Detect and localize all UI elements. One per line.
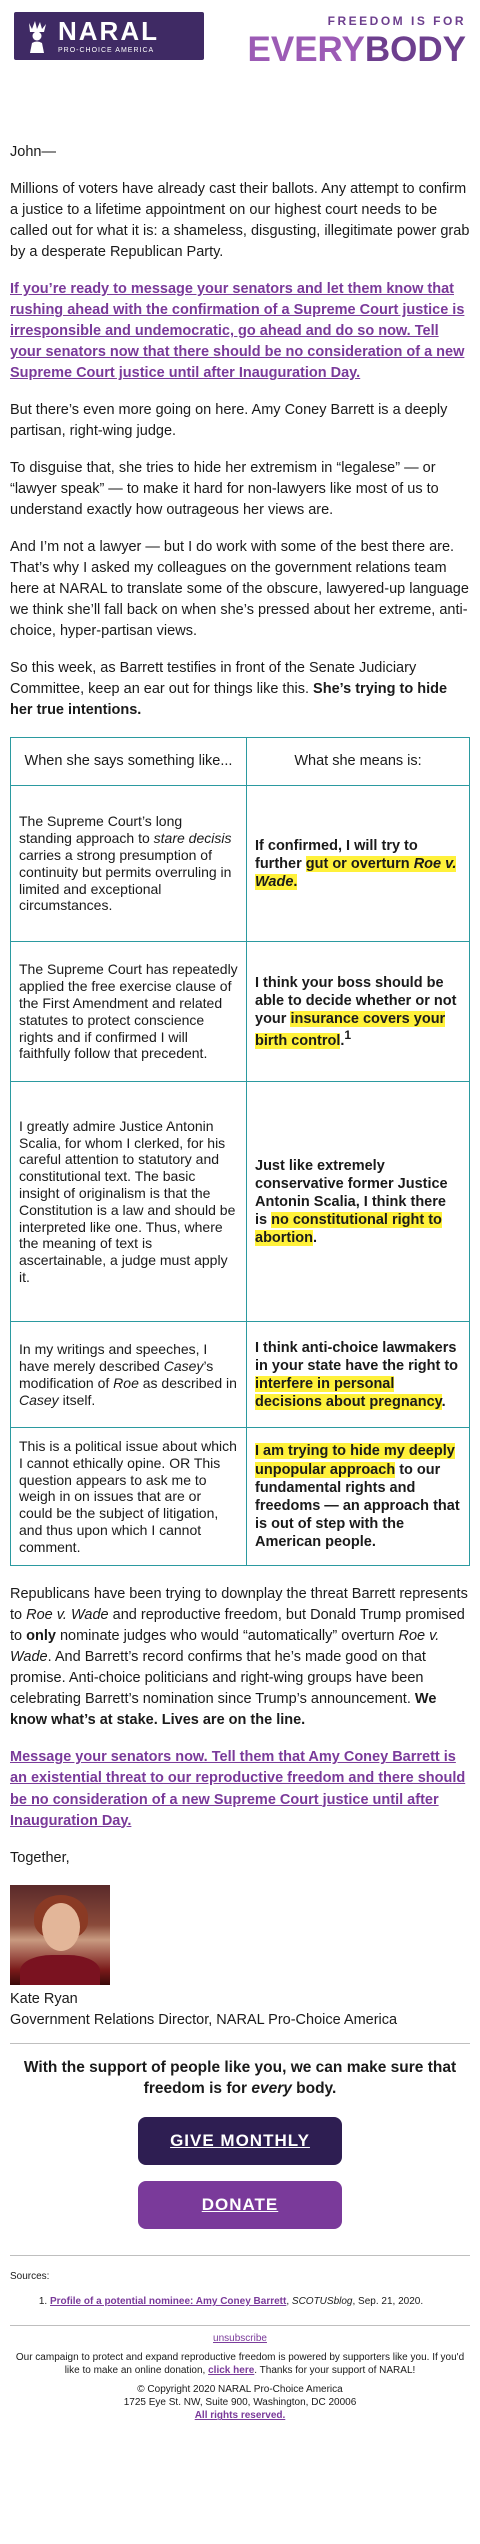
divider: [10, 2255, 470, 2256]
signer-title: Government Relations Director, NARAL Pro-Choice America: [10, 2011, 398, 2028]
email-footer: [0, 2332, 480, 2436]
means-highlight: no constitutional right to abortion: [255, 1211, 442, 1247]
says-text: In my writings and speeches, I have merely described: [19, 1341, 208, 1375]
divider: [10, 2325, 470, 2326]
footer-donation-line: [10, 2351, 470, 2377]
support-text: With the support of people like you, we can make sure that freedom is for: [23, 2058, 457, 2097]
sources-label: Sources:: [10, 2271, 50, 2283]
naral-logo[interactable]: [14, 12, 204, 60]
source-date: , Sep. 21, 2020.: [352, 2295, 424, 2307]
p6-text: . And Barrett’s record confirms that he’s made good on that promise. Anti-choice politicians and right-wing groups have been celebrating Barrett’s nomination since Trump’s announcement.: [10, 1649, 426, 1708]
support-text: body.: [291, 2079, 337, 2097]
p6-bold: only: [26, 1628, 56, 1645]
paragraph-5-text: So this week, as Barrett testifies in front of the Senate Judiciary Committee, keep an ear out for things like this.: [10, 660, 417, 698]
p6-text: nominate judges who would “automatically” overturn: [55, 1628, 399, 1645]
source-sep: ,: [286, 2295, 292, 2307]
means-highlight: I am trying to hide my deeply unpopular approach: [255, 1443, 455, 1478]
photo-face: [42, 1903, 80, 1951]
source-link[interactable]: Profile of a potential nominee: Amy Coney Barrett: [50, 2295, 287, 2307]
means-highlight-text: .: [293, 873, 298, 890]
p6-text: Republicans have been trying to downplay the threat Barrett represents to: [10, 1586, 468, 1624]
says-italic: Casey: [19, 1391, 59, 1408]
says-italic: Roe: [113, 1374, 139, 1391]
table-row: [11, 786, 470, 942]
paragraph-1: Millions of voters have already cast their ballots. Any attempt to confirm a justice to a lifetime appointment on our highest court needs to be called out for what it is: a shameless, disgusting, illegitimate power grab by a desperate Republican Party.: [10, 181, 470, 261]
message-senators-link-1[interactable]: If you’re ready to message your senators and let them know that rushing ahead with the confirmation of a Supreme Court justice is irresponsible and undemocratic, go ahead and do so now. Tell your senators now that there should be no consideration of a new Supreme Court justice until after Inauguration Day.: [10, 281, 465, 382]
says-text: itself.: [58, 1391, 96, 1408]
signer-name: Kate Ryan: [10, 1990, 78, 2007]
says-text: The Supreme Court’s long standing approach to: [19, 813, 183, 847]
sources-list: [10, 2295, 470, 2310]
says-cell: The Supreme Court has repeatedly applied the free exercise clause of the First Amendment and related statutes to protect conscience rights and if confirmed I will faithfully follow that precedent.: [11, 942, 247, 1082]
table-row: [11, 1428, 470, 1566]
tagline-every: EVERY: [247, 30, 365, 69]
photo-shirt: [20, 1955, 100, 1985]
support-italic: every: [251, 2079, 292, 2097]
table-header-row: [11, 738, 470, 786]
column-header-means: What she means is:: [247, 738, 470, 786]
means-text: .: [313, 1230, 318, 1247]
sources: [10, 2270, 470, 2309]
p6-strong: We know what’s at stake. Lives are on the line.: [10, 1691, 437, 1729]
support-message: [10, 2058, 470, 2100]
source-item: [50, 2295, 470, 2310]
donate-button[interactable]: DONATE: [138, 2181, 342, 2229]
means-text: .: [340, 1032, 345, 1049]
source-publication: SCOTUSblog: [291, 2295, 353, 2307]
cta-paragraph-1: [10, 279, 470, 384]
translation-table: [10, 737, 470, 1566]
paragraph-4: And I’m not a lawyer — but I do work with some of the best there are. That’s why I asked my colleagues on the government relations team here at NARAL to translate some of the obscure, lawyered-up language we think she’ll fall back on when she’s pressed about her extreme, anti-choice, hyper-partisan views.: [10, 539, 469, 640]
means-highlight-text: gut or overturn: [305, 855, 414, 872]
says-cell: [11, 786, 247, 942]
footer-address: 1725 Eye St. NW, Suite 900, Washington, DC 20006: [123, 2397, 357, 2409]
give-monthly-button[interactable]: GIVE MONTHLY: [138, 2117, 342, 2165]
means-text: I think anti-choice lawmakers in your state have the right to: [255, 1339, 459, 1374]
footer-text: . Thanks for your support of NARAL!: [254, 2365, 416, 2377]
means-cell: [247, 1322, 470, 1428]
greeting: John—: [10, 144, 56, 160]
tagline-top: FREEDOM IS FOR: [327, 14, 466, 28]
says-cell: [11, 1322, 247, 1428]
means-cell: [247, 942, 470, 1082]
column-header-says: When she says something like...: [11, 738, 247, 786]
tagline-big: [248, 32, 466, 67]
paragraph-6: [10, 1584, 470, 1731]
says-italic: stare decisis: [153, 830, 232, 847]
means-text: to our fundamental rights and freedoms — an approach that is out of step with the American people.: [255, 1461, 460, 1551]
click-here-link[interactable]: click here: [208, 2365, 255, 2377]
cta-paragraph-2: [10, 1747, 470, 1831]
statue-of-liberty-icon: [22, 19, 52, 53]
footnote-marker[interactable]: 1: [344, 1028, 352, 1043]
table-row: [11, 942, 470, 1082]
signer-photo: [10, 1885, 110, 1985]
says-text: ’s modification of: [19, 1358, 214, 1391]
footer-copyright: © Copyright 2020 NARAL Pro-Choice America: [137, 2384, 343, 2396]
logo-name: NARAL: [58, 16, 159, 46]
logo-text: [58, 18, 159, 54]
table-row: [11, 1322, 470, 1428]
divider: [10, 2043, 470, 2044]
means-highlight-text: insurance covers your birth control: [255, 1010, 446, 1049]
tagline: [248, 12, 466, 67]
p6-text: and reproductive freedom, but Donald Trump promised to: [10, 1607, 465, 1645]
says-text: as described in: [138, 1374, 237, 1391]
rights-link[interactable]: All rights reserved.: [194, 2410, 286, 2422]
means-text: If confirmed, I will try to further: [255, 837, 418, 872]
logo-subtitle: PRO-CHOICE AMERICA: [58, 47, 155, 54]
means-text: I think your boss should be able to decide whether or not your: [255, 974, 457, 1027]
means-cell: [247, 1428, 470, 1566]
paragraph-2: But there’s even more going on here. Amy Coney Barrett is a deeply partisan, right-wing judge.: [10, 402, 448, 440]
says-italic: Casey: [163, 1358, 204, 1375]
message-senators-link-2[interactable]: Message your senators now. Tell them that Amy Coney Barrett is an existential threat to our reproductive freedom and there should be no consideration of a new Supreme Court justice until after Inauguration Day.: [10, 1749, 466, 1829]
paragraph-3: To disguise that, she tries to hide her extremism in “legalese” — or “lawyer speak” — to make it hard for non-lawyers like most of us to understand exactly how outrageous her views are.: [10, 460, 439, 519]
means-cell: [247, 786, 470, 942]
means-cell: [247, 1082, 470, 1322]
means-highlight-italic: Roe v. Wade: [255, 855, 457, 890]
unsubscribe-link[interactable]: unsubscribe: [213, 2333, 267, 2345]
table-row: [11, 1082, 470, 1322]
says-text: carries a strong presumption of continuity but permits overruling in limited and exceptional circumstances.: [19, 847, 232, 914]
footer-text: Our campaign to protect and expand reproductive freedom is powered by supporters like you. If you'd like to make an online donation,: [15, 2352, 465, 2377]
closing: Together,: [10, 1849, 70, 1866]
means-highlight: interfere in personal decisions about pregnancy: [255, 1375, 442, 1410]
means-text: .: [441, 1393, 446, 1410]
paragraph-5: [10, 658, 470, 721]
means-text: Just like extremely conservative former Justice Antonin Scalia, I think there is: [255, 1157, 448, 1228]
says-cell: This is a political issue about which I cannot ethically opine. OR This question appears to ask me to weigh in on issues that are or could be the subject of litigation, and thus upon which I cannot comment.: [11, 1428, 247, 1566]
p6-italic: Roe v. Wade: [10, 1628, 440, 1666]
paragraph-5-emphasis: She’s trying to hide her true intentions.: [10, 681, 448, 719]
p6-italic: Roe v. Wade: [26, 1607, 109, 1624]
says-cell: I greatly admire Justice Antonin Scalia, for whom I clerked, for his careful attention to statutory and constitutional text. The basic insight of originalism is that the Constitution is a law and should be interpreted like one. Thus, where the meaning of text is ascertainable, a judge must apply it.: [11, 1082, 247, 1322]
email-body: [0, 142, 480, 2326]
tagline-body: BODY: [364, 30, 466, 69]
email-header: [0, 0, 480, 72]
